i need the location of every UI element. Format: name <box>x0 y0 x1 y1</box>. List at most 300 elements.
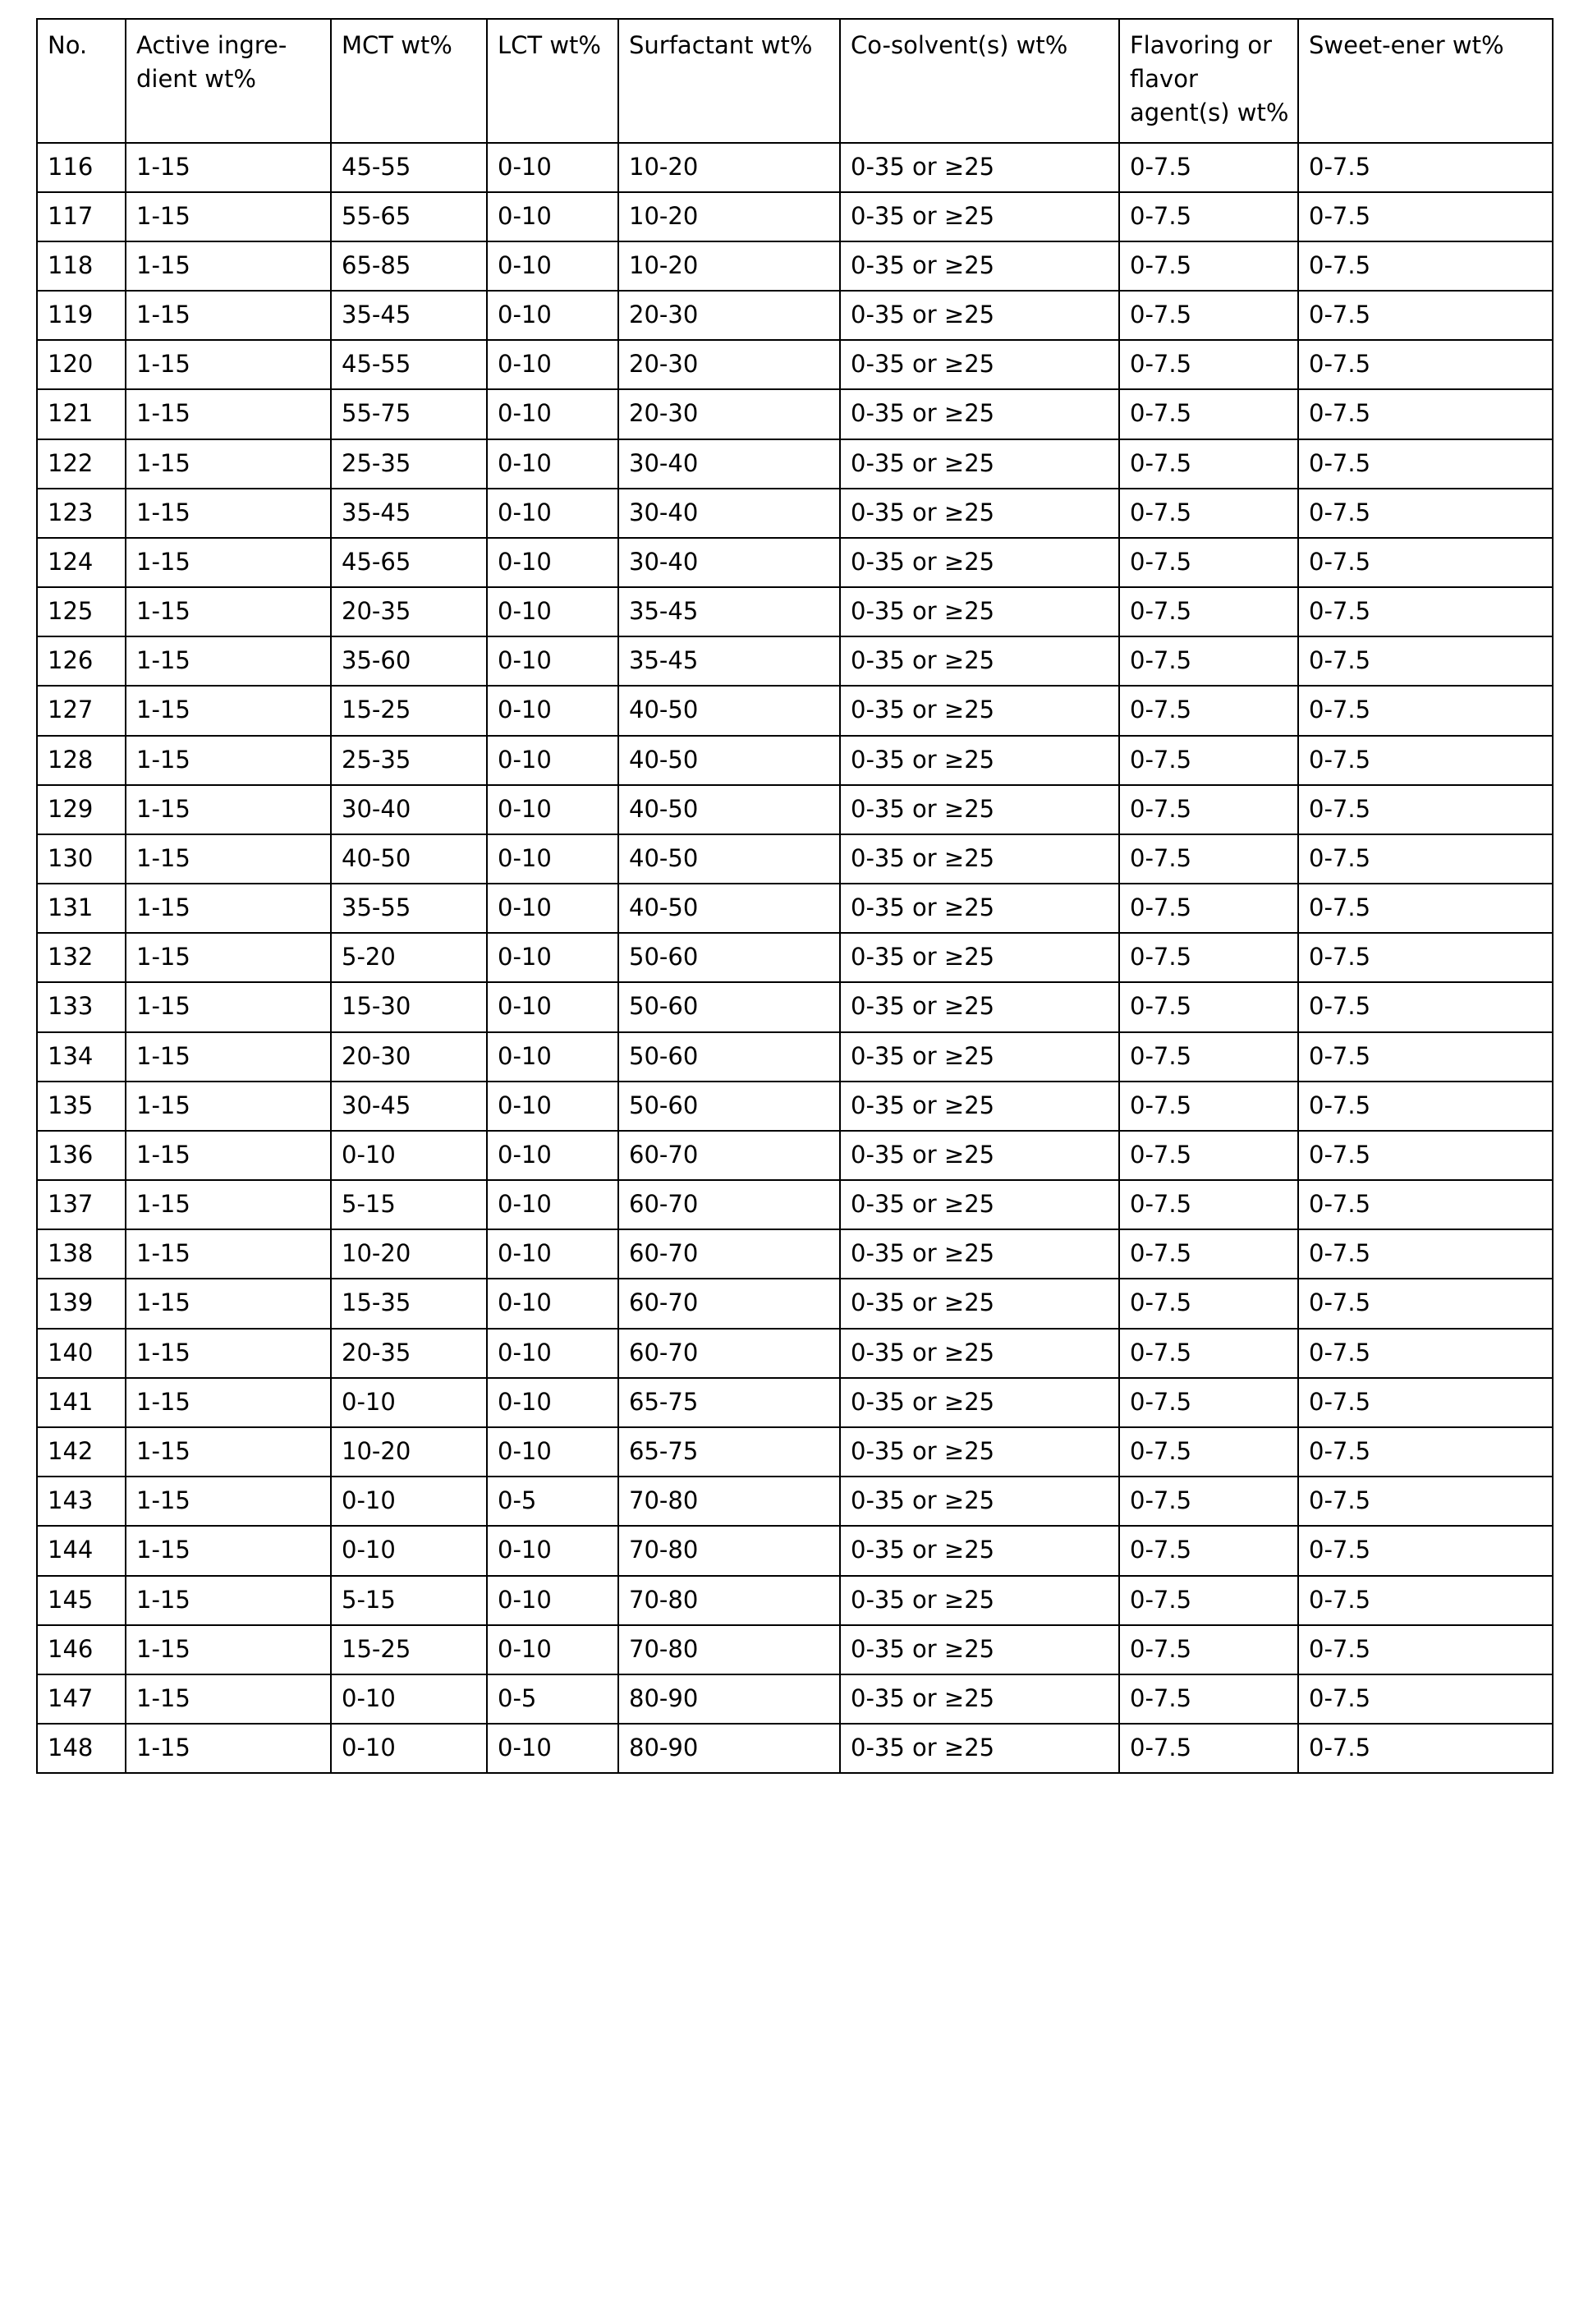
cell-cosolvent: 0-35 or ≥25 <box>840 1526 1119 1575</box>
cell-flavor: 0-7.5 <box>1119 1724 1298 1773</box>
cell-sweetener: 0-7.5 <box>1298 736 1553 785</box>
cell-surf: 20-30 <box>618 389 840 439</box>
table-row <box>37 1032 1553 1082</box>
cell-cosolvent: 0-35 or ≥25 <box>840 1724 1119 1773</box>
table-row <box>37 884 1553 933</box>
cell-cosolvent: 0-35 or ≥25 <box>840 785 1119 834</box>
cell-surf: 70-80 <box>618 1477 840 1526</box>
cell-flavor: 0-7.5 <box>1119 340 1298 389</box>
column-header-mct: MCT wt% <box>331 19 487 143</box>
cell-flavor: 0-7.5 <box>1119 636 1298 686</box>
cell-flavor: 0-7.5 <box>1119 1674 1298 1724</box>
cell-lct: 0-10 <box>487 982 618 1031</box>
cell-sweetener: 0-7.5 <box>1298 1674 1553 1724</box>
cell-mct: 30-45 <box>331 1082 487 1131</box>
cell-surf: 40-50 <box>618 834 840 884</box>
cell-no: 133 <box>37 982 126 1031</box>
cell-mct: 20-35 <box>331 587 487 636</box>
cell-cosolvent: 0-35 or ≥25 <box>840 291 1119 340</box>
cell-surf: 35-45 <box>618 587 840 636</box>
cell-lct: 0-10 <box>487 340 618 389</box>
cell-flavor: 0-7.5 <box>1119 834 1298 884</box>
cell-active: 1-15 <box>126 241 331 291</box>
cell-lct: 0-10 <box>487 1378 618 1427</box>
cell-no: 135 <box>37 1082 126 1131</box>
column-header-surf: Surfactant wt% <box>618 19 840 143</box>
cell-sweetener: 0-7.5 <box>1298 340 1553 389</box>
cell-cosolvent: 0-35 or ≥25 <box>840 192 1119 241</box>
cell-mct: 20-30 <box>331 1032 487 1082</box>
cell-flavor: 0-7.5 <box>1119 1131 1298 1180</box>
table-row <box>37 192 1553 241</box>
cell-no: 130 <box>37 834 126 884</box>
table-row <box>37 489 1553 538</box>
cell-active: 1-15 <box>126 1229 331 1279</box>
table-row <box>37 686 1553 735</box>
cell-active: 1-15 <box>126 143 331 192</box>
cell-flavor: 0-7.5 <box>1119 1477 1298 1526</box>
cell-lct: 0-10 <box>487 1229 618 1279</box>
cell-mct: 65-85 <box>331 241 487 291</box>
cell-no: 121 <box>37 389 126 439</box>
cell-mct: 0-10 <box>331 1477 487 1526</box>
cell-no: 125 <box>37 587 126 636</box>
column-header-flavor: Flavoring or flavor agent(s) wt% <box>1119 19 1298 143</box>
cell-no: 141 <box>37 1378 126 1427</box>
cell-flavor: 0-7.5 <box>1119 785 1298 834</box>
cell-lct: 0-10 <box>487 1180 618 1229</box>
cell-mct: 10-20 <box>331 1229 487 1279</box>
cell-no: 137 <box>37 1180 126 1229</box>
cell-active: 1-15 <box>126 1526 331 1575</box>
cell-cosolvent: 0-35 or ≥25 <box>840 1378 1119 1427</box>
cell-flavor: 0-7.5 <box>1119 1378 1298 1427</box>
cell-active: 1-15 <box>126 1032 331 1082</box>
table-row <box>37 1180 1553 1229</box>
cell-sweetener: 0-7.5 <box>1298 686 1553 735</box>
cell-surf: 65-75 <box>618 1427 840 1477</box>
cell-flavor: 0-7.5 <box>1119 1576 1298 1625</box>
cell-lct: 0-5 <box>487 1674 618 1724</box>
cell-sweetener: 0-7.5 <box>1298 1526 1553 1575</box>
cell-cosolvent: 0-35 or ≥25 <box>840 1082 1119 1131</box>
table-row <box>37 439 1553 489</box>
table-row <box>37 1674 1553 1724</box>
cell-mct: 35-60 <box>331 636 487 686</box>
cell-sweetener: 0-7.5 <box>1298 1625 1553 1674</box>
cell-lct: 0-10 <box>487 1329 618 1378</box>
cell-cosolvent: 0-35 or ≥25 <box>840 1329 1119 1378</box>
cell-sweetener: 0-7.5 <box>1298 1378 1553 1427</box>
cell-mct: 0-10 <box>331 1526 487 1575</box>
cell-surf: 60-70 <box>618 1131 840 1180</box>
cell-flavor: 0-7.5 <box>1119 587 1298 636</box>
cell-surf: 20-30 <box>618 340 840 389</box>
cell-mct: 45-65 <box>331 538 487 587</box>
cell-surf: 40-50 <box>618 785 840 834</box>
table-body <box>37 143 1553 1774</box>
cell-no: 140 <box>37 1329 126 1378</box>
cell-sweetener: 0-7.5 <box>1298 1477 1553 1526</box>
cell-sweetener: 0-7.5 <box>1298 192 1553 241</box>
cell-surf: 60-70 <box>618 1279 840 1328</box>
cell-surf: 10-20 <box>618 241 840 291</box>
cell-surf: 60-70 <box>618 1329 840 1378</box>
cell-no: 144 <box>37 1526 126 1575</box>
table-row <box>37 636 1553 686</box>
cell-no: 143 <box>37 1477 126 1526</box>
cell-flavor: 0-7.5 <box>1119 1625 1298 1674</box>
cell-sweetener: 0-7.5 <box>1298 834 1553 884</box>
table-row <box>37 1279 1553 1328</box>
cell-surf: 60-70 <box>618 1229 840 1279</box>
cell-sweetener: 0-7.5 <box>1298 1427 1553 1477</box>
cell-active: 1-15 <box>126 587 331 636</box>
cell-flavor: 0-7.5 <box>1119 982 1298 1031</box>
cell-cosolvent: 0-35 or ≥25 <box>840 884 1119 933</box>
cell-surf: 50-60 <box>618 1032 840 1082</box>
cell-active: 1-15 <box>126 1576 331 1625</box>
cell-lct: 0-10 <box>487 736 618 785</box>
cell-active: 1-15 <box>126 1427 331 1477</box>
cell-surf: 80-90 <box>618 1674 840 1724</box>
cell-active: 1-15 <box>126 736 331 785</box>
cell-sweetener: 0-7.5 <box>1298 636 1553 686</box>
cell-mct: 55-75 <box>331 389 487 439</box>
cell-lct: 0-10 <box>487 1526 618 1575</box>
cell-lct: 0-10 <box>487 143 618 192</box>
cell-cosolvent: 0-35 or ≥25 <box>840 686 1119 735</box>
table-row <box>37 1131 1553 1180</box>
cell-cosolvent: 0-35 or ≥25 <box>840 489 1119 538</box>
cell-no: 142 <box>37 1427 126 1477</box>
cell-lct: 0-10 <box>487 636 618 686</box>
cell-mct: 0-10 <box>331 1131 487 1180</box>
cell-surf: 30-40 <box>618 439 840 489</box>
cell-surf: 50-60 <box>618 982 840 1031</box>
column-header-no: No. <box>37 19 126 143</box>
formulation-spec-table <box>36 18 1554 1774</box>
cell-active: 1-15 <box>126 785 331 834</box>
cell-flavor: 0-7.5 <box>1119 389 1298 439</box>
cell-mct: 35-45 <box>331 291 487 340</box>
cell-flavor: 0-7.5 <box>1119 1180 1298 1229</box>
column-header-sweetener: Sweet-ener wt% <box>1298 19 1553 143</box>
cell-lct: 0-10 <box>487 1279 618 1328</box>
cell-mct: 35-45 <box>331 489 487 538</box>
cell-surf: 20-30 <box>618 291 840 340</box>
cell-mct: 30-40 <box>331 785 487 834</box>
cell-flavor: 0-7.5 <box>1119 1032 1298 1082</box>
table-row <box>37 340 1553 389</box>
table-row <box>37 1576 1553 1625</box>
table-row <box>37 736 1553 785</box>
table-row <box>37 785 1553 834</box>
cell-active: 1-15 <box>126 1082 331 1131</box>
cell-mct: 25-35 <box>331 736 487 785</box>
cell-surf: 50-60 <box>618 933 840 982</box>
cell-mct: 45-55 <box>331 340 487 389</box>
cell-active: 1-15 <box>126 1724 331 1773</box>
cell-surf: 35-45 <box>618 636 840 686</box>
cell-no: 138 <box>37 1229 126 1279</box>
cell-lct: 0-10 <box>487 489 618 538</box>
cell-cosolvent: 0-35 or ≥25 <box>840 933 1119 982</box>
table-row <box>37 389 1553 439</box>
cell-no: 145 <box>37 1576 126 1625</box>
cell-active: 1-15 <box>126 340 331 389</box>
cell-mct: 45-55 <box>331 143 487 192</box>
cell-lct: 0-10 <box>487 1625 618 1674</box>
cell-lct: 0-10 <box>487 933 618 982</box>
cell-surf: 70-80 <box>618 1576 840 1625</box>
cell-cosolvent: 0-35 or ≥25 <box>840 340 1119 389</box>
table-row <box>37 143 1553 192</box>
cell-no: 118 <box>37 241 126 291</box>
column-header-lct: LCT wt% <box>487 19 618 143</box>
cell-no: 148 <box>37 1724 126 1773</box>
cell-mct: 5-15 <box>331 1576 487 1625</box>
table-row <box>37 1329 1553 1378</box>
cell-flavor: 0-7.5 <box>1119 1279 1298 1328</box>
cell-no: 127 <box>37 686 126 735</box>
table-row <box>37 1378 1553 1427</box>
cell-lct: 0-10 <box>487 686 618 735</box>
cell-cosolvent: 0-35 or ≥25 <box>840 1032 1119 1082</box>
cell-no: 119 <box>37 291 126 340</box>
cell-sweetener: 0-7.5 <box>1298 489 1553 538</box>
cell-active: 1-15 <box>126 686 331 735</box>
cell-active: 1-15 <box>126 291 331 340</box>
cell-sweetener: 0-7.5 <box>1298 933 1553 982</box>
cell-sweetener: 0-7.5 <box>1298 884 1553 933</box>
cell-no: 120 <box>37 340 126 389</box>
cell-lct: 0-10 <box>487 241 618 291</box>
cell-no: 122 <box>37 439 126 489</box>
cell-lct: 0-10 <box>487 1032 618 1082</box>
table-header-row <box>37 19 1553 143</box>
cell-mct: 55-65 <box>331 192 487 241</box>
cell-flavor: 0-7.5 <box>1119 736 1298 785</box>
table-row <box>37 291 1553 340</box>
cell-flavor: 0-7.5 <box>1119 884 1298 933</box>
cell-surf: 80-90 <box>618 1724 840 1773</box>
cell-no: 124 <box>37 538 126 587</box>
cell-cosolvent: 0-35 or ≥25 <box>840 982 1119 1031</box>
cell-active: 1-15 <box>126 933 331 982</box>
column-header-cosolvent: Co-solvent(s) wt% <box>840 19 1119 143</box>
cell-sweetener: 0-7.5 <box>1298 1229 1553 1279</box>
cell-sweetener: 0-7.5 <box>1298 1329 1553 1378</box>
cell-cosolvent: 0-35 or ≥25 <box>840 1180 1119 1229</box>
cell-lct: 0-10 <box>487 587 618 636</box>
cell-active: 1-15 <box>126 1329 331 1378</box>
cell-sweetener: 0-7.5 <box>1298 1032 1553 1082</box>
cell-sweetener: 0-7.5 <box>1298 389 1553 439</box>
cell-flavor: 0-7.5 <box>1119 933 1298 982</box>
cell-sweetener: 0-7.5 <box>1298 538 1553 587</box>
cell-lct: 0-10 <box>487 389 618 439</box>
table-header <box>37 19 1553 143</box>
cell-lct: 0-5 <box>487 1477 618 1526</box>
cell-cosolvent: 0-35 or ≥25 <box>840 1229 1119 1279</box>
cell-lct: 0-10 <box>487 884 618 933</box>
cell-sweetener: 0-7.5 <box>1298 982 1553 1031</box>
table-row <box>37 1625 1553 1674</box>
cell-mct: 0-10 <box>331 1724 487 1773</box>
cell-cosolvent: 0-35 or ≥25 <box>840 439 1119 489</box>
cell-active: 1-15 <box>126 1180 331 1229</box>
cell-no: 139 <box>37 1279 126 1328</box>
cell-cosolvent: 0-35 or ≥25 <box>840 1674 1119 1724</box>
table-row <box>37 241 1553 291</box>
cell-active: 1-15 <box>126 834 331 884</box>
cell-lct: 0-10 <box>487 1724 618 1773</box>
cell-lct: 0-10 <box>487 785 618 834</box>
cell-active: 1-15 <box>126 389 331 439</box>
table-row <box>37 587 1553 636</box>
cell-surf: 40-50 <box>618 686 840 735</box>
table-row <box>37 982 1553 1031</box>
table-row <box>37 933 1553 982</box>
cell-active: 1-15 <box>126 439 331 489</box>
cell-flavor: 0-7.5 <box>1119 143 1298 192</box>
cell-cosolvent: 0-35 or ≥25 <box>840 538 1119 587</box>
cell-cosolvent: 0-35 or ≥25 <box>840 834 1119 884</box>
cell-active: 1-15 <box>126 1625 331 1674</box>
cell-surf: 40-50 <box>618 736 840 785</box>
cell-lct: 0-10 <box>487 439 618 489</box>
table-row <box>37 1477 1553 1526</box>
table-row <box>37 1082 1553 1131</box>
cell-active: 1-15 <box>126 192 331 241</box>
cell-cosolvent: 0-35 or ≥25 <box>840 1576 1119 1625</box>
cell-flavor: 0-7.5 <box>1119 538 1298 587</box>
cell-mct: 15-30 <box>331 982 487 1031</box>
cell-cosolvent: 0-35 or ≥25 <box>840 241 1119 291</box>
cell-no: 116 <box>37 143 126 192</box>
cell-sweetener: 0-7.5 <box>1298 241 1553 291</box>
cell-mct: 10-20 <box>331 1427 487 1477</box>
cell-active: 1-15 <box>126 1477 331 1526</box>
cell-surf: 40-50 <box>618 884 840 933</box>
cell-flavor: 0-7.5 <box>1119 489 1298 538</box>
cell-mct: 40-50 <box>331 834 487 884</box>
cell-surf: 30-40 <box>618 489 840 538</box>
cell-mct: 5-15 <box>331 1180 487 1229</box>
cell-sweetener: 0-7.5 <box>1298 291 1553 340</box>
cell-flavor: 0-7.5 <box>1119 1526 1298 1575</box>
cell-sweetener: 0-7.5 <box>1298 785 1553 834</box>
cell-surf: 10-20 <box>618 143 840 192</box>
cell-flavor: 0-7.5 <box>1119 192 1298 241</box>
cell-active: 1-15 <box>126 884 331 933</box>
cell-mct: 25-35 <box>331 439 487 489</box>
cell-surf: 50-60 <box>618 1082 840 1131</box>
cell-no: 136 <box>37 1131 126 1180</box>
cell-active: 1-15 <box>126 1131 331 1180</box>
cell-lct: 0-10 <box>487 192 618 241</box>
cell-mct: 5-20 <box>331 933 487 982</box>
cell-flavor: 0-7.5 <box>1119 241 1298 291</box>
cell-cosolvent: 0-35 or ≥25 <box>840 389 1119 439</box>
cell-active: 1-15 <box>126 636 331 686</box>
cell-lct: 0-10 <box>487 1427 618 1477</box>
cell-sweetener: 0-7.5 <box>1298 587 1553 636</box>
cell-lct: 0-10 <box>487 1131 618 1180</box>
cell-sweetener: 0-7.5 <box>1298 1082 1553 1131</box>
table-row <box>37 1427 1553 1477</box>
cell-no: 117 <box>37 192 126 241</box>
table-row <box>37 1724 1553 1773</box>
cell-mct: 15-25 <box>331 686 487 735</box>
cell-cosolvent: 0-35 or ≥25 <box>840 143 1119 192</box>
cell-sweetener: 0-7.5 <box>1298 1180 1553 1229</box>
cell-surf: 70-80 <box>618 1526 840 1575</box>
cell-surf: 30-40 <box>618 538 840 587</box>
cell-surf: 70-80 <box>618 1625 840 1674</box>
cell-flavor: 0-7.5 <box>1119 291 1298 340</box>
cell-cosolvent: 0-35 or ≥25 <box>840 1279 1119 1328</box>
cell-flavor: 0-7.5 <box>1119 1082 1298 1131</box>
cell-mct: 15-25 <box>331 1625 487 1674</box>
cell-sweetener: 0-7.5 <box>1298 1576 1553 1625</box>
cell-cosolvent: 0-35 or ≥25 <box>840 1625 1119 1674</box>
cell-active: 1-15 <box>126 1279 331 1328</box>
cell-cosolvent: 0-35 or ≥25 <box>840 1427 1119 1477</box>
cell-cosolvent: 0-35 or ≥25 <box>840 587 1119 636</box>
cell-no: 129 <box>37 785 126 834</box>
table-row <box>37 834 1553 884</box>
cell-lct: 0-10 <box>487 834 618 884</box>
cell-flavor: 0-7.5 <box>1119 1329 1298 1378</box>
cell-surf: 60-70 <box>618 1180 840 1229</box>
cell-no: 131 <box>37 884 126 933</box>
cell-active: 1-15 <box>126 982 331 1031</box>
cell-cosolvent: 0-35 or ≥25 <box>840 636 1119 686</box>
cell-no: 134 <box>37 1032 126 1082</box>
cell-active: 1-15 <box>126 1378 331 1427</box>
cell-sweetener: 0-7.5 <box>1298 1131 1553 1180</box>
cell-sweetener: 0-7.5 <box>1298 1279 1553 1328</box>
cell-sweetener: 0-7.5 <box>1298 143 1553 192</box>
cell-flavor: 0-7.5 <box>1119 686 1298 735</box>
cell-cosolvent: 0-35 or ≥25 <box>840 736 1119 785</box>
cell-flavor: 0-7.5 <box>1119 1427 1298 1477</box>
cell-mct: 20-35 <box>331 1329 487 1378</box>
cell-cosolvent: 0-35 or ≥25 <box>840 1477 1119 1526</box>
cell-surf: 10-20 <box>618 192 840 241</box>
cell-active: 1-15 <box>126 1674 331 1724</box>
cell-no: 128 <box>37 736 126 785</box>
cell-lct: 0-10 <box>487 538 618 587</box>
cell-sweetener: 0-7.5 <box>1298 439 1553 489</box>
cell-surf: 65-75 <box>618 1378 840 1427</box>
cell-mct: 15-35 <box>331 1279 487 1328</box>
cell-mct: 0-10 <box>331 1674 487 1724</box>
cell-mct: 0-10 <box>331 1378 487 1427</box>
cell-lct: 0-10 <box>487 1576 618 1625</box>
cell-lct: 0-10 <box>487 291 618 340</box>
cell-no: 132 <box>37 933 126 982</box>
cell-cosolvent: 0-35 or ≥25 <box>840 1131 1119 1180</box>
cell-mct: 35-55 <box>331 884 487 933</box>
cell-flavor: 0-7.5 <box>1119 439 1298 489</box>
cell-no: 126 <box>37 636 126 686</box>
table-row <box>37 1526 1553 1575</box>
table-row <box>37 1229 1553 1279</box>
column-header-active: Active ingre-dient wt% <box>126 19 331 143</box>
